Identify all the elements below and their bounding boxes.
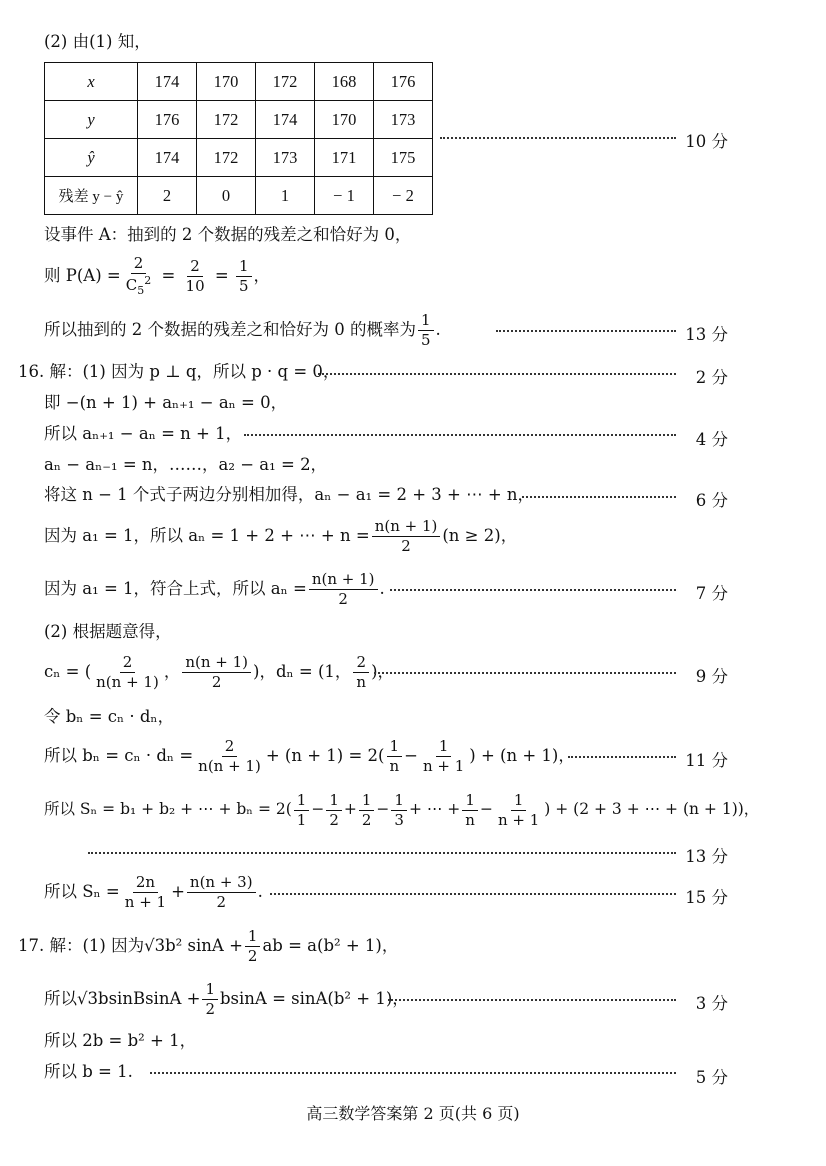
q17-text: 17. 解：(1) 因为√3b² sinA +	[18, 935, 243, 955]
table-header: ŷ	[45, 139, 138, 177]
table-row	[45, 101, 433, 139]
q16-step-text: ) + (n + 1)，	[469, 745, 575, 765]
fraction: $\frac{1}{2}$	[326, 792, 342, 828]
fraction: $\frac{n(n + 1)}{2}$	[182, 654, 251, 690]
leader-dots	[440, 137, 676, 139]
q16-step	[44, 514, 517, 558]
leader-dots	[390, 589, 676, 591]
table-cell: 170	[315, 101, 374, 139]
score-label: 6 分	[695, 491, 728, 510]
leader-dots	[150, 1072, 676, 1074]
q16-title: 16. 解：(1) 因为 p ⊥ q，所以 p · q = 0，	[18, 362, 340, 381]
table-cell: 168	[315, 63, 374, 101]
q16-step: aₙ − aₙ₋₁ = n，……，a₂ − a₁ = 2，	[44, 455, 328, 474]
leader-dots	[270, 893, 676, 895]
q16-step-text: )，	[371, 661, 395, 681]
leader-dots	[244, 434, 676, 436]
leader-dots	[374, 672, 676, 674]
q17-text: bsinA = sinA(b² + 1)，	[219, 988, 409, 1008]
table-cell: 174	[256, 101, 315, 139]
q16-step-text: 因为 a₁ = 1，符合上式，所以 aₙ =	[44, 578, 307, 598]
q16-step: 所以 Sₙ = b₁ + b₂ + ⋯ + bₙ = 2( $\frac{1}{1}$ − $\frac{1}{2}$ + $\frac{1}{2}$ − $\frac{1}{3}$ + ⋯ + $\frac{1}{n}$ − $\frac{1}{n + 1}$ ) + (2 + 3 + ⋯ + (n + 1))，	[44, 791, 760, 829]
q17-step	[44, 977, 409, 1021]
score-label: 10 分	[685, 132, 728, 151]
q17-title	[18, 924, 398, 968]
table-cell: 176	[374, 63, 433, 101]
score-label: 7 分	[695, 584, 728, 603]
score-label: 13 分	[685, 847, 728, 866]
q16-step-text: + (n + 1) = 2(	[265, 745, 385, 765]
table-cell: 173	[256, 139, 315, 177]
fraction: $\frac{n(n + 1)}{2}$	[309, 571, 378, 607]
q17-text: 所以√3bsinBsinA +	[44, 988, 201, 1008]
fraction: $\frac{1}{2}$	[202, 981, 218, 1017]
table-cell: 0	[197, 177, 256, 215]
table-cell: 170	[197, 63, 256, 101]
q16-step-text: )，dₙ = (1，	[253, 661, 352, 681]
q17-text: ab = a(b² + 1)，	[262, 935, 399, 955]
fraction: $\frac{n(n + 3)}{2}$	[187, 874, 256, 910]
part2-intro: (2) 由(1) 知，	[44, 32, 151, 51]
q16-step: 因为 a₁ = 1，符合上式，所以 aₙ = $\frac{n(n + 1)}{2}$ .	[44, 570, 385, 608]
fraction: $\frac{1}{n}$	[462, 792, 478, 828]
q16-step-text: cₙ = (	[44, 661, 92, 681]
fraction: $\frac{1}{n + 1}$	[497, 791, 540, 829]
leader-dots	[88, 852, 676, 854]
table-cell: 172	[197, 139, 256, 177]
score-label: 3 分	[695, 994, 728, 1013]
conclusion-text: 所以抽到的 2 个数据的残差之和恰好为 0 的概率为	[44, 319, 416, 339]
table-cell: 171	[315, 139, 374, 177]
score-label: 2 分	[695, 368, 728, 387]
fraction: $\frac{2n}{n + 1}$	[124, 873, 167, 911]
fraction: $\frac{1}{5}$	[236, 258, 252, 294]
q16-step: 即 −(n + 1) + aₙ₊₁ − aₙ = 0，	[44, 393, 288, 412]
q16-step: 令 bₙ = cₙ · dₙ，	[44, 707, 175, 726]
leader-dots	[388, 999, 676, 1001]
score-label: 13 分	[685, 325, 728, 344]
q16-step-text: 因为 a₁ = 1，所以 aₙ = 1 + 2 + ⋯ + n =	[44, 525, 370, 545]
prob-prefix: 则 P(A) =	[44, 265, 121, 285]
table-cell: − 2	[374, 177, 433, 215]
table-cell: 176	[138, 101, 197, 139]
fraction: $\frac{1}{3}$	[391, 792, 407, 828]
q16-step: 所以 bₙ = cₙ · dₙ = $\frac{2}{n(n + 1)}$ + (n + 1) = 2( $\frac{1}{n}$ − $\frac{1}{n + 1}$ ) + (n + 1)，	[44, 737, 575, 775]
table-cell: 173	[374, 101, 433, 139]
table-row	[45, 139, 433, 177]
q17-step: 所以 2b = b² + 1，	[44, 1031, 197, 1050]
conclusion-line: 所以抽到的 2 个数据的残差之和恰好为 0 的概率为 $\frac{1}{5}$ .	[44, 311, 441, 349]
fraction: $\frac{2}{n(n + 1)}$	[96, 653, 159, 691]
table-cell: 172	[256, 63, 315, 101]
q16-step-text: 所以 bₙ = cₙ · dₙ =	[44, 745, 194, 765]
fraction: $\frac{1}{n + 1}$	[422, 737, 465, 775]
score-label: 5 分	[695, 1068, 728, 1087]
fraction: $\frac{1}{2}$	[245, 928, 261, 964]
score-label: 11 分	[685, 751, 728, 770]
q16-step: 所以 aₙ₊₁ − aₙ = n + 1，	[44, 424, 243, 443]
table-cell: 175	[374, 139, 433, 177]
q17-step: 所以 b = 1.	[44, 1062, 133, 1081]
fraction: $\frac{1}{1}$	[294, 792, 310, 828]
fraction: $\frac{1}{n}$	[386, 738, 402, 774]
fraction: $\frac{2}{C_5^2}$	[125, 254, 152, 297]
table-cell: 1	[256, 177, 315, 215]
leader-dots	[568, 756, 676, 758]
score-label: 9 分	[695, 667, 728, 686]
table-header: y	[45, 101, 138, 139]
score-label: 4 分	[695, 430, 728, 449]
table-header: 残差 y − ŷ	[45, 177, 138, 215]
table-row	[45, 63, 433, 101]
fraction: $\frac{2}{n}$	[353, 654, 369, 690]
q16-step: 将这 n − 1 个式子两边分别相加得，aₙ − a₁ = 2 + 3 + ⋯ + n，	[44, 485, 535, 504]
residual-table	[44, 62, 433, 215]
q16-step: cₙ = ( $\frac{2}{n(n + 1)}$ ， $\frac{n(n + 1)}{2}$ )，dₙ = (1， $\frac{2}{n}$ )，	[44, 653, 395, 691]
probability-line: 则 P(A) = $\frac{2}{C_5^2}$ = $\frac{2}{10}$ = $\frac{1}{5}$ ，	[44, 254, 270, 297]
fraction: $\frac{2}{n(n + 1)}$	[198, 737, 261, 775]
event-def: 设事件 A：抽到的 2 个数据的残差之和恰好为 0，	[44, 225, 412, 244]
fraction: $\frac{1}{2}$	[359, 792, 375, 828]
page-footer: 高三数学答案第 2 页(共 6 页)	[306, 1104, 520, 1123]
table-cell: 174	[138, 63, 197, 101]
q16-part2: (2) 根据题意得，	[44, 622, 172, 641]
table-cell: 172	[197, 101, 256, 139]
fraction: $\frac{1}{5}$	[418, 312, 434, 348]
table-cell: − 1	[315, 177, 374, 215]
q16-step: 所以 Sₙ = $\frac{2n}{n + 1}$ + $\frac{n(n + 3)}{2}$ .	[44, 873, 263, 911]
leader-dots	[496, 330, 676, 332]
fraction: $\frac{n(n + 1)}{2}$	[372, 518, 441, 554]
q16-step-text: ) + (2 + 3 + ⋯ + (n + 1))，	[544, 800, 760, 819]
leader-dots	[522, 496, 676, 498]
q16-step-text: (n ≥ 2)，	[442, 525, 518, 545]
leader-dots	[318, 373, 676, 375]
table-row	[45, 177, 433, 215]
q16-step-text: 所以 Sₙ = b₁ + b₂ + ⋯ + bₙ = 2(	[44, 800, 292, 819]
table-header: x	[45, 63, 138, 101]
table-cell: 2	[138, 177, 197, 215]
fraction: $\frac{2}{10}$	[185, 257, 205, 295]
q16-step-text: 所以 Sₙ =	[44, 881, 120, 901]
score-label: 15 分	[685, 888, 728, 907]
table-cell: 174	[138, 139, 197, 177]
